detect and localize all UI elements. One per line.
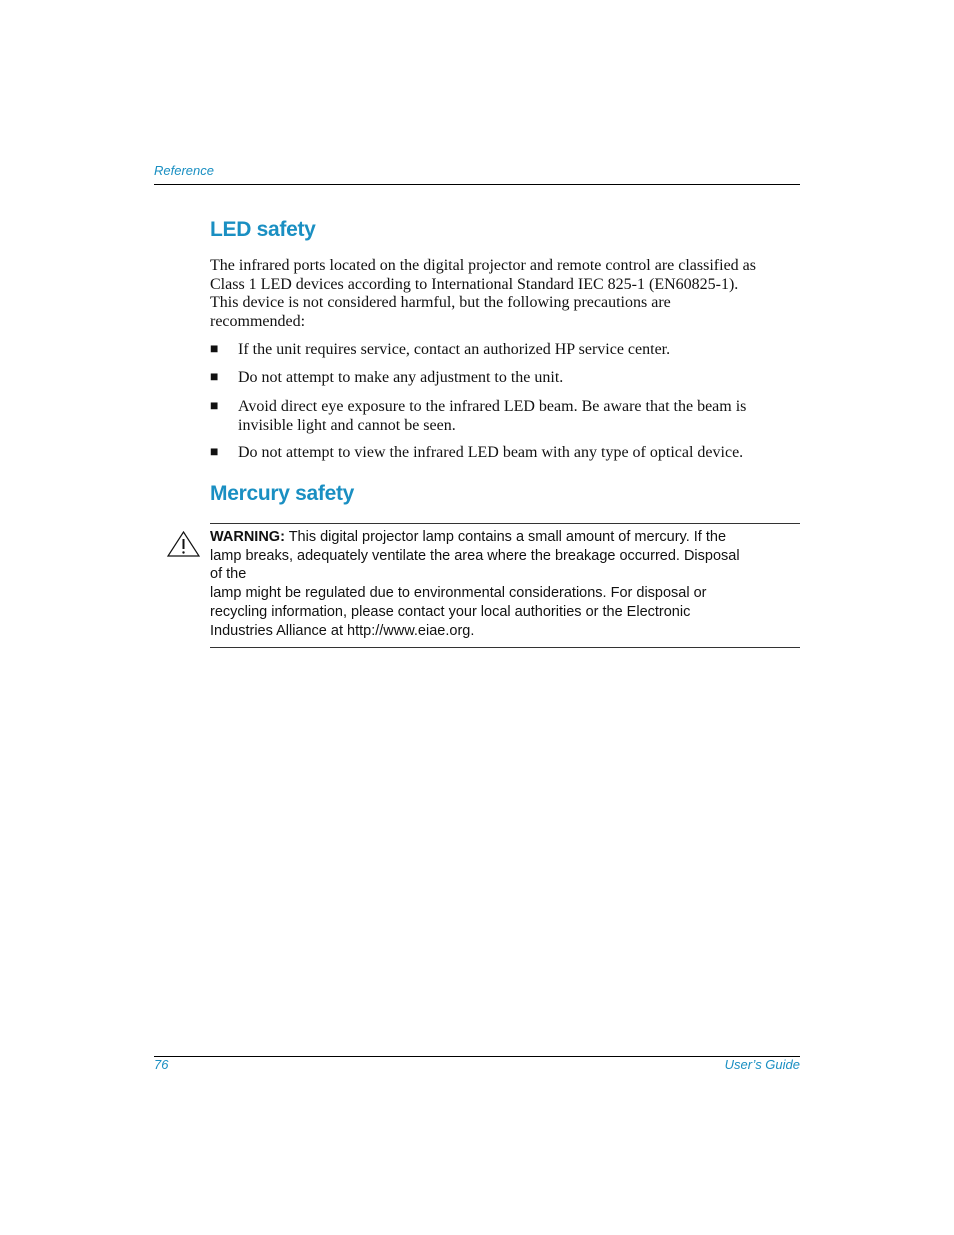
mercury-safety-heading: Mercury safety: [210, 482, 355, 505]
bullet-text: If the unit requires service, contact an authorized HP service center.: [238, 341, 671, 358]
guide-title: User’s Guide: [724, 1057, 800, 1072]
bullet-text: Do not attempt to make any adjustment to the unit.: [238, 369, 564, 386]
bullet-item: [238, 398, 798, 435]
bullet-marker: ■: [210, 399, 219, 414]
page-number: 76: [154, 1057, 169, 1072]
running-header: Reference: [154, 163, 214, 178]
header-rule: [154, 184, 800, 185]
warning-block: [210, 528, 780, 640]
bullet-marker: ■: [210, 370, 219, 385]
led-intro-line: Class 1 LED devices according to International Standard IEC 825-1 (EN60825-1).: [210, 275, 739, 293]
led-intro-line: This device is not considered harmful, but the following precautions are: [210, 294, 671, 312]
bullet-item: [238, 369, 798, 388]
bullet-marker: ■: [210, 342, 219, 357]
warning-first-line: [210, 528, 780, 547]
warning-label: WARNING:: [210, 529, 285, 545]
led-safety-heading: LED safety: [210, 218, 316, 241]
bullet-text: Avoid direct eye exposure to the infrared LED beam. Be aware that the beam is: [238, 398, 747, 415]
led-intro-paragraph: [210, 257, 800, 331]
warning-text: This digital projector lamp contains a small amount of mercury. If the: [284, 529, 727, 545]
bullet-text: Do not attempt to view the infrared LED beam with any type of optical device.: [238, 444, 744, 461]
warning-line: lamp breaks, adequately ventilate the area where the breakage occurred. Disposal: [210, 547, 740, 564]
warning-triangle-icon: [166, 530, 201, 558]
bullet-marker: ■: [210, 445, 219, 460]
warning-line: recycling information, please contact your local authorities or the Electronic: [210, 603, 691, 620]
led-intro-line: recommended:: [210, 312, 306, 330]
footer-rule: [154, 1056, 800, 1057]
warning-bottom-rule: [210, 647, 800, 648]
bullet-text: invisible light and cannot be seen.: [238, 416, 456, 434]
warning-line: Industries Alliance at http://www.eiae.org.: [210, 622, 475, 639]
warning-line: of the: [210, 566, 247, 583]
bullet-item: [238, 341, 798, 360]
bullet-item: [238, 444, 798, 463]
warning-line: lamp might be regulated due to environmental considerations. For disposal or: [210, 585, 707, 602]
led-intro-line: The infrared ports located on the digital projector and remote control are classified as: [210, 257, 757, 274]
warning-top-rule: [210, 523, 800, 524]
